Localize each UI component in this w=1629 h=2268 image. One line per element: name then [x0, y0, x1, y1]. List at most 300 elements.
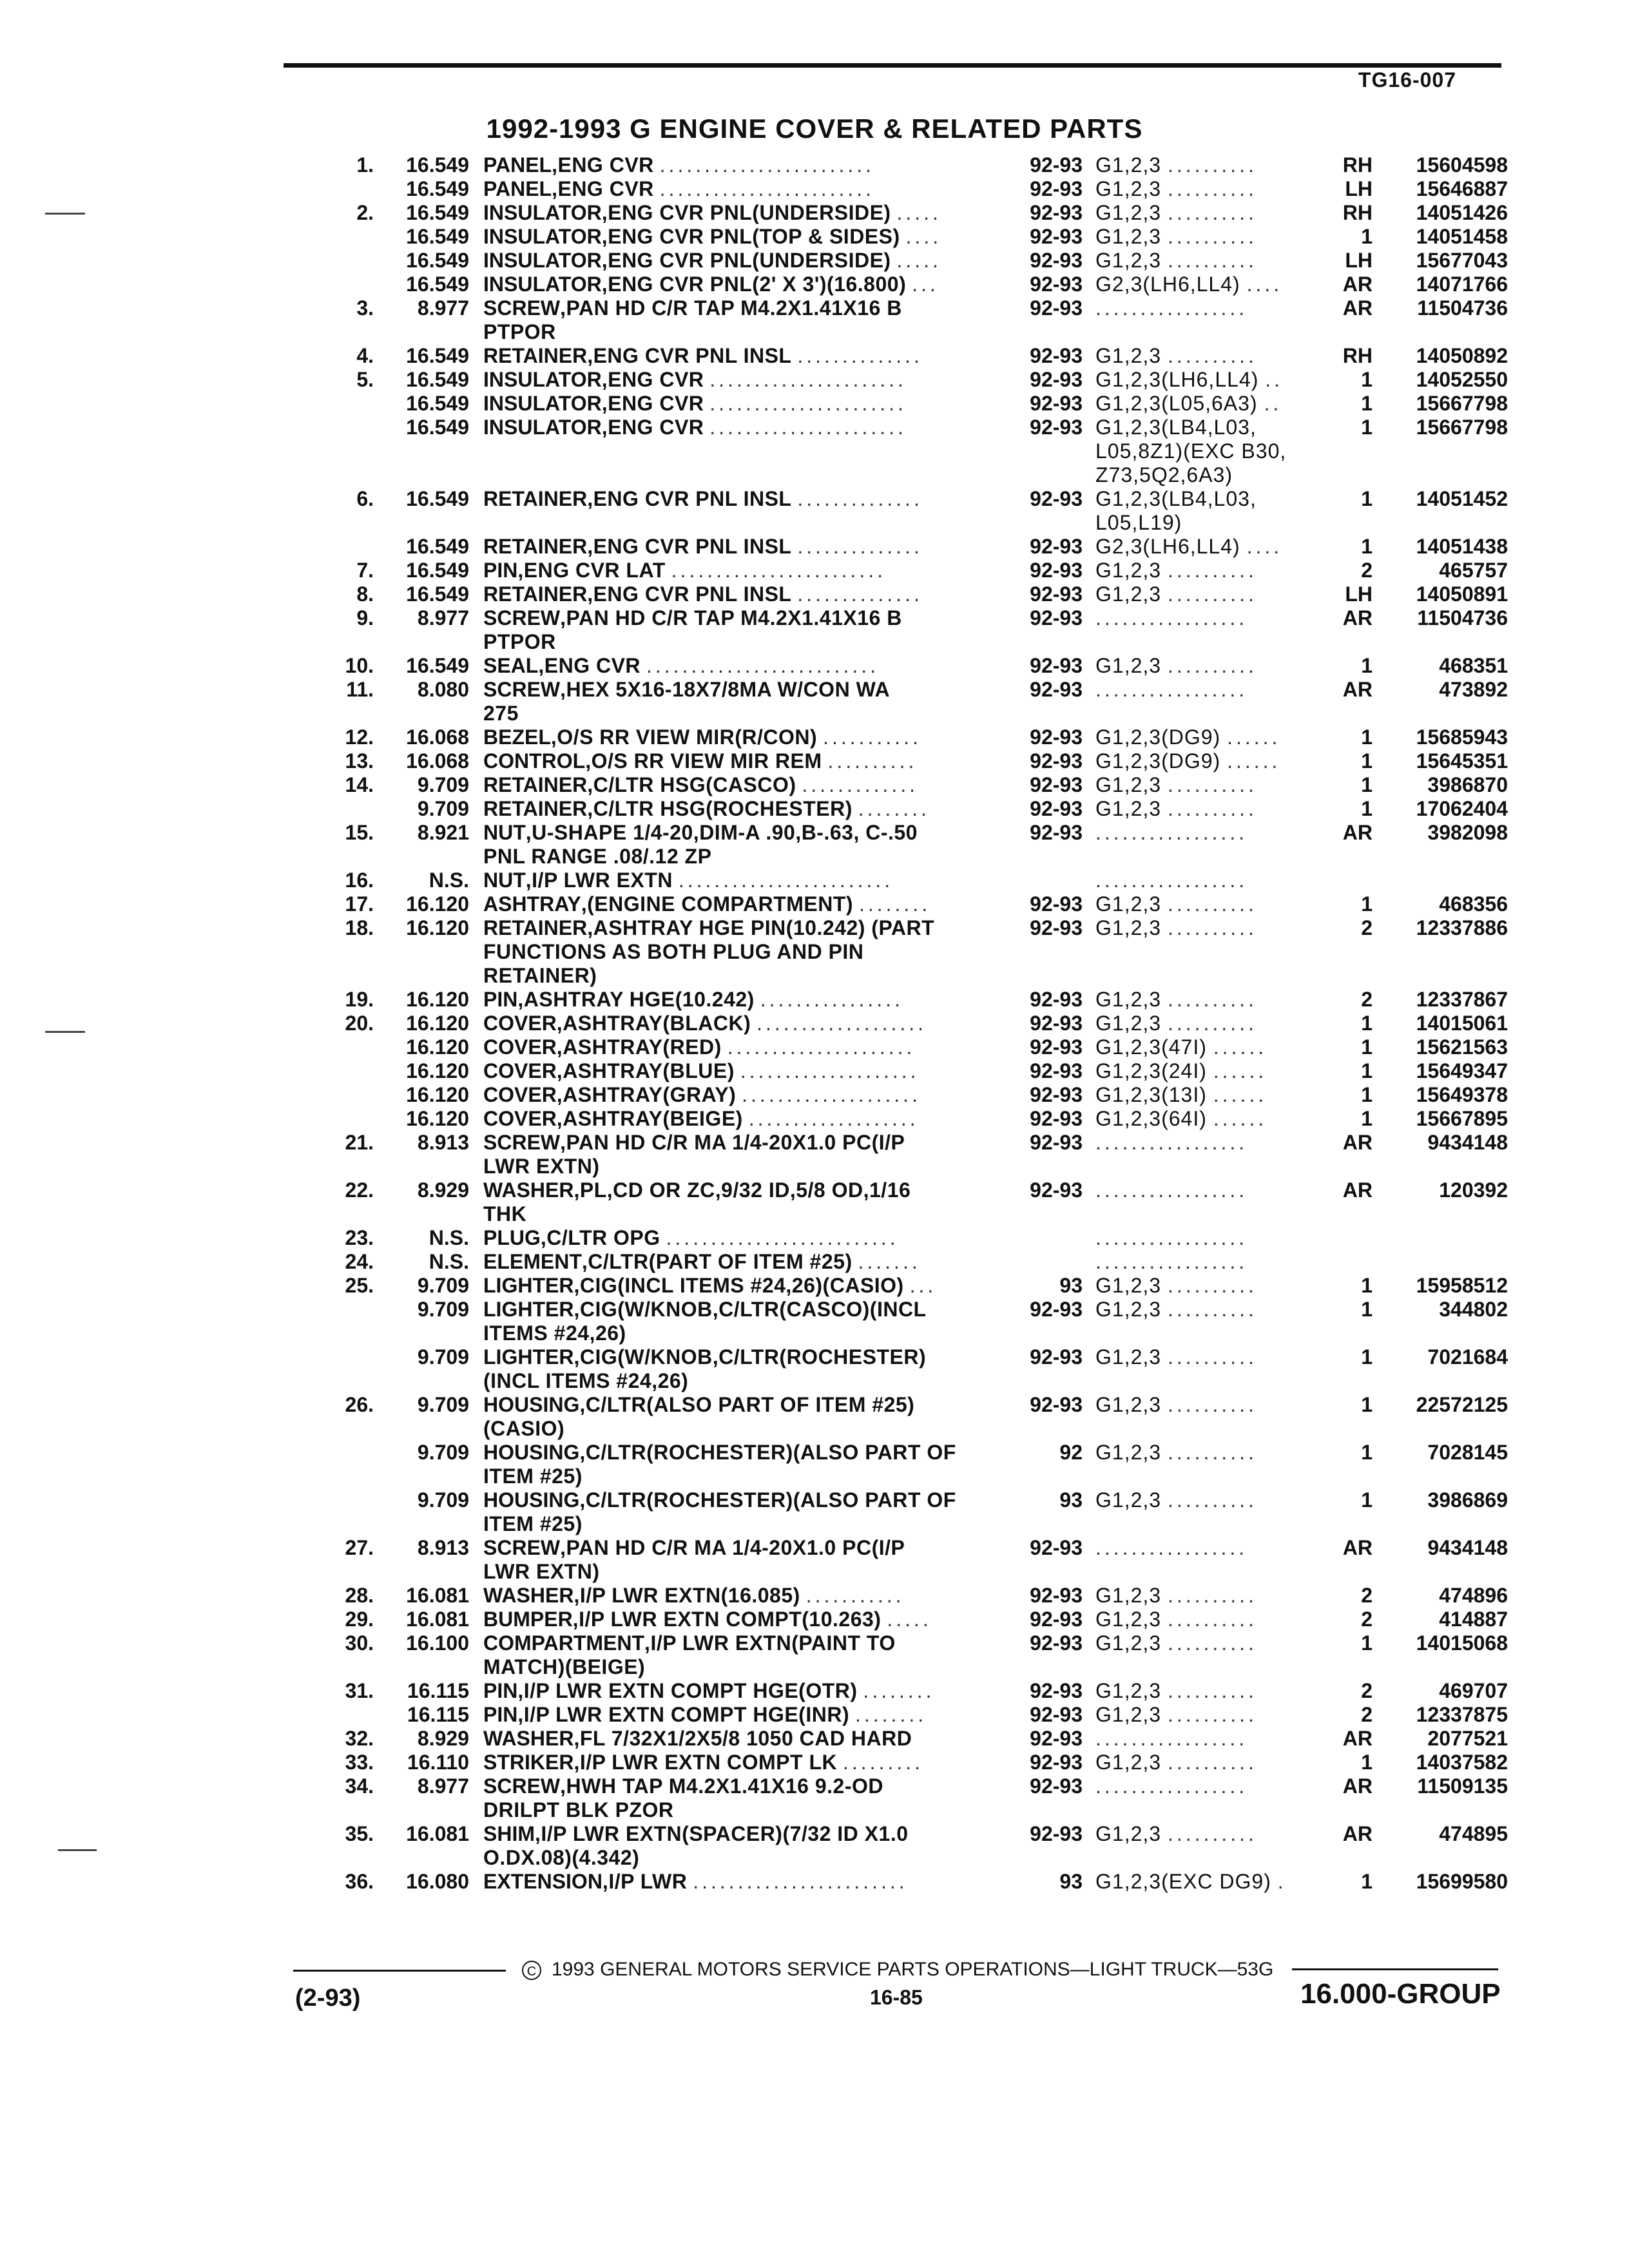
part-description [483, 606, 1005, 630]
model-years: 92-93 [1030, 1751, 1083, 1774]
part-detail: ,C/LTR(ROCHESTER)(ALSO PART OF [579, 1488, 956, 1512]
part-name: RETAINER [483, 487, 588, 510]
quantity: LH [1345, 177, 1373, 200]
model-years: 92-93 [1030, 749, 1083, 773]
table-row [303, 392, 1521, 416]
leader-dots: ...... [1227, 749, 1281, 773]
table-row [303, 821, 1521, 845]
table-row [303, 1870, 1521, 1894]
quantity: 1 [1361, 1751, 1373, 1774]
part-description [483, 1536, 1005, 1560]
part-description [483, 296, 1005, 320]
part-name: INSULATOR [483, 225, 602, 248]
leader-dots: .............. [797, 344, 923, 367]
group-number: 8.913 [417, 1131, 469, 1154]
part-detail: ,ASHTRAY(RED) [556, 1035, 722, 1059]
part-description [483, 654, 1005, 678]
part-description [483, 726, 1005, 749]
item-number: 14. [345, 773, 374, 796]
table-row [303, 749, 1521, 773]
model-years: 92-93 [1030, 225, 1083, 248]
quantity: 1 [1361, 535, 1373, 558]
model-years: 92-93 [1030, 1035, 1083, 1059]
table-row [303, 1798, 1521, 1822]
part-detail: ,C/LTR(ROCHESTER)(ALSO PART OF [579, 1441, 956, 1464]
item-number: 34. [345, 1774, 374, 1798]
model-codes: G1,2,3 [1095, 1441, 1162, 1464]
group-number: 8.921 [417, 821, 469, 844]
model-codes: G1,2,3 [1095, 559, 1162, 582]
part-description [483, 1846, 1005, 1870]
part-number: 14015061 [1416, 1012, 1508, 1035]
model-years: 92-93 [1030, 1393, 1083, 1416]
leader-dots: .......................... [646, 654, 880, 677]
part-detail: ,(ENGINE COMPARTMENT) [581, 892, 854, 916]
part-detail: ,PAN HD C/R TAP M4.2X1.41X16 B [560, 606, 902, 629]
part-number: 468351 [1439, 654, 1508, 677]
part-description [483, 1512, 1005, 1536]
model-codes: G1,2,3 [1095, 582, 1162, 606]
table-row [303, 1155, 1521, 1178]
leader-dots: ...... [1227, 726, 1281, 749]
part-name: NUT [483, 821, 526, 844]
quantity: AR [1342, 273, 1373, 296]
part-detail: ,ENG CVR PNL INSL [587, 535, 792, 558]
leader-dots: .......... [1167, 344, 1257, 367]
part-description [483, 344, 1005, 368]
model-codes: G1,2,3 [1095, 1822, 1162, 1845]
quantity: RH [1342, 344, 1373, 367]
leader-dots: ... [912, 273, 939, 296]
leader-dots: .. [1264, 392, 1282, 415]
model-years: 92-93 [1030, 344, 1083, 367]
model-codes: G1,2,3 [1095, 1703, 1162, 1726]
table-row [303, 487, 1521, 511]
part-description [483, 1560, 1005, 1584]
part-name: SHIM [483, 1822, 535, 1845]
part-number: 14051426 [1416, 201, 1508, 224]
part-detail: ,CIG(INCL ITEMS #24,26)(CASIO) [574, 1274, 904, 1297]
part-description [483, 1107, 1005, 1131]
part-description [483, 916, 1005, 940]
part-number: 15958512 [1416, 1274, 1508, 1297]
model-years: 92-93 [1030, 1536, 1083, 1559]
model-codes: G1,2,3(47I) [1095, 1035, 1207, 1059]
leader-dots: ..... [896, 201, 941, 224]
group-number: 16.549 [406, 201, 469, 224]
quantity: 1 [1361, 368, 1373, 391]
table-row [303, 559, 1521, 582]
part-name: WASHER [483, 1584, 574, 1607]
item-number: 30. [345, 1631, 374, 1655]
part-name: SCREW [483, 606, 561, 629]
leader-dots: .. [1265, 368, 1284, 391]
leader-dots: ................ [760, 988, 903, 1011]
leader-dots: .......... [1167, 892, 1257, 916]
group-number: 16.120 [406, 916, 469, 939]
part-description [483, 1655, 1005, 1679]
table-row [303, 1560, 1521, 1584]
model-codes: G1,2,3 [1095, 249, 1162, 272]
leader-dots: ...... [1213, 1059, 1268, 1082]
part-name: LIGHTER [483, 1298, 574, 1321]
table-row [303, 1512, 1521, 1536]
model-codes: G1,2,3(EXC DG9) [1095, 1870, 1271, 1893]
group-number: 8.977 [417, 1774, 469, 1798]
part-name: CONTROL [483, 749, 586, 773]
item-number: 13. [345, 749, 374, 773]
leader-dots: ................. [1095, 1536, 1248, 1559]
models [1095, 249, 1327, 273]
models [1095, 1608, 1327, 1631]
model-years: 92-93 [1030, 535, 1083, 558]
group-number: 16.120 [406, 1012, 469, 1035]
part-description [483, 988, 1005, 1012]
item-number: 26. [345, 1393, 374, 1416]
quantity: 1 [1361, 416, 1373, 439]
table-row [303, 630, 1521, 654]
part-name: PIN [483, 1703, 518, 1726]
part-detail: ,C/LTR(ALSO PART OF ITEM #25) [579, 1393, 915, 1416]
leader-dots: ....... [858, 1250, 921, 1273]
document-number: TG16-007 [1358, 68, 1456, 91]
part-detail: ,O/S RR VIEW MIR(R/CON) [550, 726, 818, 749]
group-number: N.S. [429, 869, 469, 892]
part-detail: LWR EXTN) [483, 1560, 600, 1583]
model-codes: G1,2,3 [1095, 177, 1162, 200]
models [1095, 1727, 1327, 1751]
models [1095, 1822, 1327, 1846]
leader-dots: .......... [1167, 1608, 1257, 1631]
footer-copyright [522, 1959, 1273, 1981]
model-years: 92-93 [1030, 1107, 1083, 1130]
part-description [483, 1035, 1005, 1059]
part-number: 14037582 [1416, 1751, 1508, 1774]
part-name: PIN [483, 988, 518, 1011]
part-description [483, 1298, 1005, 1321]
models [1095, 1751, 1327, 1774]
item-number: 35. [345, 1822, 374, 1845]
group-number: 16.120 [406, 892, 469, 916]
model-codes: G2,3(LH6,LL4) [1095, 535, 1240, 558]
quantity: 1 [1361, 1274, 1373, 1297]
part-number: 7028145 [1427, 1441, 1508, 1464]
part-description [483, 1012, 1005, 1035]
part-description [483, 1155, 1005, 1178]
model-codes: G1,2,3(DG9) [1095, 749, 1221, 773]
part-detail: ,CIG(W/KNOB,C/LTR(ROCHESTER) [574, 1345, 927, 1369]
table-row [303, 1465, 1521, 1488]
group-number: 16.549 [406, 582, 469, 606]
part-name: WASHER [483, 1727, 574, 1750]
part-detail: ,O/S RR VIEW MIR REM [585, 749, 822, 773]
part-number: 15649378 [1416, 1083, 1508, 1106]
part-detail: RETAINER) [483, 964, 597, 987]
top-rule [284, 63, 1501, 68]
table-row [303, 273, 1521, 296]
models [1095, 1488, 1327, 1512]
table-row [303, 1488, 1521, 1512]
part-name: SCREW [483, 1131, 561, 1154]
item-number: 10. [345, 654, 374, 677]
quantity: 2 [1361, 1679, 1373, 1702]
part-detail: ,ENG CVR [601, 392, 704, 415]
table-row [303, 702, 1521, 726]
part-detail: O.DX.08)(4.342) [483, 1846, 640, 1869]
part-name: RETAINER [483, 916, 588, 939]
model-years: 92-93 [1030, 1131, 1083, 1154]
model-years: 92-93 [1030, 296, 1083, 320]
part-detail: DRILPT BLK PZOR [483, 1798, 674, 1821]
models [1095, 916, 1327, 940]
leader-dots: .......... [1167, 1679, 1257, 1702]
part-description [483, 1393, 1005, 1417]
group-number: 16.120 [406, 1059, 469, 1082]
item-number: 20. [345, 1012, 374, 1035]
table-row [303, 511, 1521, 535]
part-name: BUMPER [483, 1608, 573, 1631]
leader-dots: ................. [1095, 606, 1248, 629]
part-detail: ,PAN HD C/R MA 1/4-20X1.0 PC(I/P [560, 1536, 905, 1559]
part-number: 3986869 [1427, 1488, 1508, 1512]
part-number: 14071766 [1416, 273, 1508, 296]
models [1095, 797, 1327, 821]
model-codes: L05,8Z1)(EXC B30, [1095, 439, 1287, 463]
part-name: INSULATOR [483, 416, 602, 439]
group-number: 16.120 [406, 988, 469, 1011]
table-row [303, 1202, 1521, 1226]
leader-dots: ............. [802, 773, 918, 796]
models [1095, 416, 1327, 439]
quantity: 1 [1361, 1441, 1373, 1464]
leader-dots: ..................... [727, 1035, 916, 1059]
models [1095, 1584, 1327, 1608]
table-row [303, 1250, 1521, 1274]
part-detail: FUNCTIONS AS BOTH PLUG AND PIN [483, 940, 864, 963]
group-number: 9.709 [417, 797, 469, 820]
table-row [303, 654, 1521, 678]
part-number: 17062404 [1416, 797, 1508, 820]
part-description [483, 249, 1005, 273]
model-years: 92-93 [1030, 1083, 1083, 1106]
model-years: 92-93 [1030, 1631, 1083, 1655]
part-number: 3986870 [1427, 773, 1508, 796]
footer-rule-right [1292, 1968, 1498, 1970]
part-number: 11504736 [1417, 606, 1508, 629]
models [1095, 273, 1327, 296]
part-number: 473892 [1439, 678, 1508, 701]
item-number: 19. [345, 988, 374, 1011]
table-row [303, 463, 1521, 487]
part-number: 14050892 [1416, 344, 1508, 367]
table-row [303, 1083, 1521, 1107]
group-number: 9.709 [417, 1488, 469, 1512]
part-description [483, 177, 1005, 201]
group-number: 16.549 [406, 368, 469, 391]
part-detail: 275 [483, 702, 519, 725]
model-codes: G1,2,3 [1095, 1608, 1162, 1631]
group-number: 16.081 [406, 1822, 469, 1845]
part-description [483, 1679, 1005, 1703]
model-codes: G1,2,3 [1095, 797, 1162, 820]
part-name: SCREW [483, 1536, 561, 1559]
leader-dots: ........... [805, 1584, 905, 1607]
model-codes: G1,2,3 [1095, 1584, 1162, 1607]
item-number: 32. [345, 1727, 374, 1750]
quantity: AR [1342, 1727, 1373, 1750]
part-detail: ,ENG CVR PNL(2' X 3')(16.800) [601, 273, 907, 296]
table-row [303, 1345, 1521, 1369]
group-number: 9.709 [417, 1274, 469, 1297]
quantity: 1 [1361, 1107, 1373, 1130]
item-number: 24. [345, 1250, 374, 1273]
table-row [303, 1274, 1521, 1298]
part-name: LIGHTER [483, 1345, 574, 1369]
model-codes: G1,2,3 [1095, 892, 1162, 916]
part-name: PLUG [483, 1226, 541, 1249]
table-row [303, 177, 1521, 201]
table-row [303, 1226, 1521, 1250]
leader-dots: .......... [1167, 1441, 1257, 1464]
model-years: 92-93 [1030, 392, 1083, 415]
group-number: N.S. [429, 1226, 469, 1249]
table-row [303, 1321, 1521, 1345]
table-row [303, 797, 1521, 821]
group-number: 9.709 [417, 773, 469, 796]
item-number: 21. [345, 1131, 374, 1154]
model-codes: G1,2,3 [1095, 225, 1162, 248]
part-detail: ,ENG CVR [601, 416, 704, 439]
part-description [483, 1178, 1005, 1202]
part-name: ASHTRAY [483, 892, 581, 916]
group-number: 8.913 [417, 1536, 469, 1559]
part-name: COVER [483, 1012, 557, 1035]
part-detail: PNL RANGE .08/.12 ZP [483, 845, 712, 868]
model-years: 92-93 [1030, 1059, 1083, 1082]
quantity: AR [1342, 678, 1373, 701]
quantity: 1 [1361, 726, 1373, 749]
quantity: 1 [1361, 654, 1373, 677]
part-description [483, 1703, 1005, 1727]
page-number: 16-85 [870, 1986, 923, 2009]
model-years: 93 [1059, 1274, 1083, 1297]
group-number: 16.110 [407, 1751, 469, 1774]
quantity: 1 [1361, 1870, 1373, 1893]
part-description [483, 1131, 1005, 1155]
part-detail: ,C/LTR HSG(CASCO) [587, 773, 796, 796]
models [1095, 1298, 1327, 1321]
models [1095, 1870, 1327, 1894]
table-row [303, 344, 1521, 368]
quantity: AR [1342, 821, 1373, 844]
part-description [483, 940, 1005, 964]
leader-dots: ........................ [659, 177, 875, 200]
quantity: 1 [1361, 797, 1373, 820]
part-detail: ,I/P LWR EXTN(PAINT TO [644, 1631, 896, 1655]
part-name: PANEL [483, 153, 552, 177]
model-codes: G1,2,3 [1095, 1488, 1162, 1512]
table-row [303, 678, 1521, 702]
part-number: 7021684 [1427, 1345, 1508, 1369]
part-detail: PTPOR [483, 630, 556, 653]
part-description [483, 1870, 1005, 1894]
leader-dots: .......... [1167, 153, 1257, 177]
models [1095, 1631, 1327, 1655]
part-name: COVER [483, 1035, 557, 1059]
table-row [303, 368, 1521, 392]
leader-dots: ................. [1095, 1131, 1248, 1154]
leader-dots: ................... [757, 1012, 927, 1035]
quantity: AR [1342, 1774, 1373, 1798]
table-row [303, 1631, 1521, 1655]
item-number: 7. [356, 559, 374, 582]
model-years: 92-93 [1030, 1012, 1083, 1035]
part-detail: ,I/P LWR EXTN COMPT LK [574, 1751, 838, 1774]
part-detail: ,ENG CVR [552, 177, 654, 200]
quantity: AR [1342, 296, 1373, 320]
group-number: 16.549 [406, 535, 469, 558]
models [1095, 1131, 1327, 1155]
part-name: ELEMENT [483, 1250, 582, 1273]
part-number: 14050891 [1416, 582, 1508, 606]
models [1095, 1107, 1327, 1131]
models [1095, 439, 1327, 463]
models [1095, 1226, 1327, 1250]
footer-rule-left [293, 1970, 506, 1972]
part-description [483, 1727, 1005, 1751]
quantity: AR [1342, 1536, 1373, 1559]
part-description [483, 535, 1005, 559]
model-years: 92-93 [1030, 678, 1083, 701]
model-years: 92-93 [1030, 916, 1083, 939]
part-name: STRIKER [483, 1751, 574, 1774]
quantity: LH [1345, 582, 1373, 606]
table-row [303, 1417, 1521, 1441]
group-number: 16.100 [406, 1631, 469, 1655]
part-detail: ,I/P LWR EXTN COMPT(10.263) [572, 1608, 882, 1631]
model-codes: G1,2,3(LB4,L03, [1095, 487, 1257, 510]
group-number: 16.115 [407, 1679, 469, 1702]
table-row [303, 916, 1521, 940]
model-years: 92-93 [1030, 773, 1083, 796]
group-number: 9.709 [417, 1441, 469, 1464]
part-detail: ,ENG CVR PNL(UNDERSIDE) [601, 201, 891, 224]
part-detail: ITEM #25) [483, 1465, 583, 1488]
part-detail: ,U-SHAPE 1/4-20,DIM-A .90,B-.63, C-.50 [525, 821, 918, 844]
quantity: AR [1342, 606, 1373, 629]
part-number: 120392 [1439, 1178, 1508, 1202]
group-number: 16.068 [406, 749, 469, 773]
part-detail: MATCH)(BEIGE) [483, 1655, 646, 1678]
margin-mark [45, 1031, 85, 1033]
model-years: 93 [1059, 1870, 1083, 1893]
leader-dots: ........ [854, 1703, 927, 1726]
part-detail: LWR EXTN) [483, 1155, 600, 1178]
part-detail: ,C/LTR(PART OF ITEM #25) [581, 1250, 853, 1273]
item-number: 36. [345, 1870, 374, 1893]
part-detail: THK [483, 1202, 527, 1225]
model-years: 92-93 [1030, 1822, 1083, 1845]
part-description [483, 1274, 1005, 1298]
model-codes: G1,2,3(LB4,L03, [1095, 416, 1257, 439]
models [1095, 1250, 1327, 1274]
model-codes: G1,2,3 [1095, 344, 1162, 367]
model-codes: Z73,5Q2,6A3) [1095, 463, 1233, 486]
leader-dots: .......... [1167, 916, 1257, 939]
models [1095, 1679, 1327, 1703]
part-detail: ,ASHTRAY(BLUE) [556, 1059, 735, 1082]
leader-dots: .................... [742, 1083, 921, 1106]
